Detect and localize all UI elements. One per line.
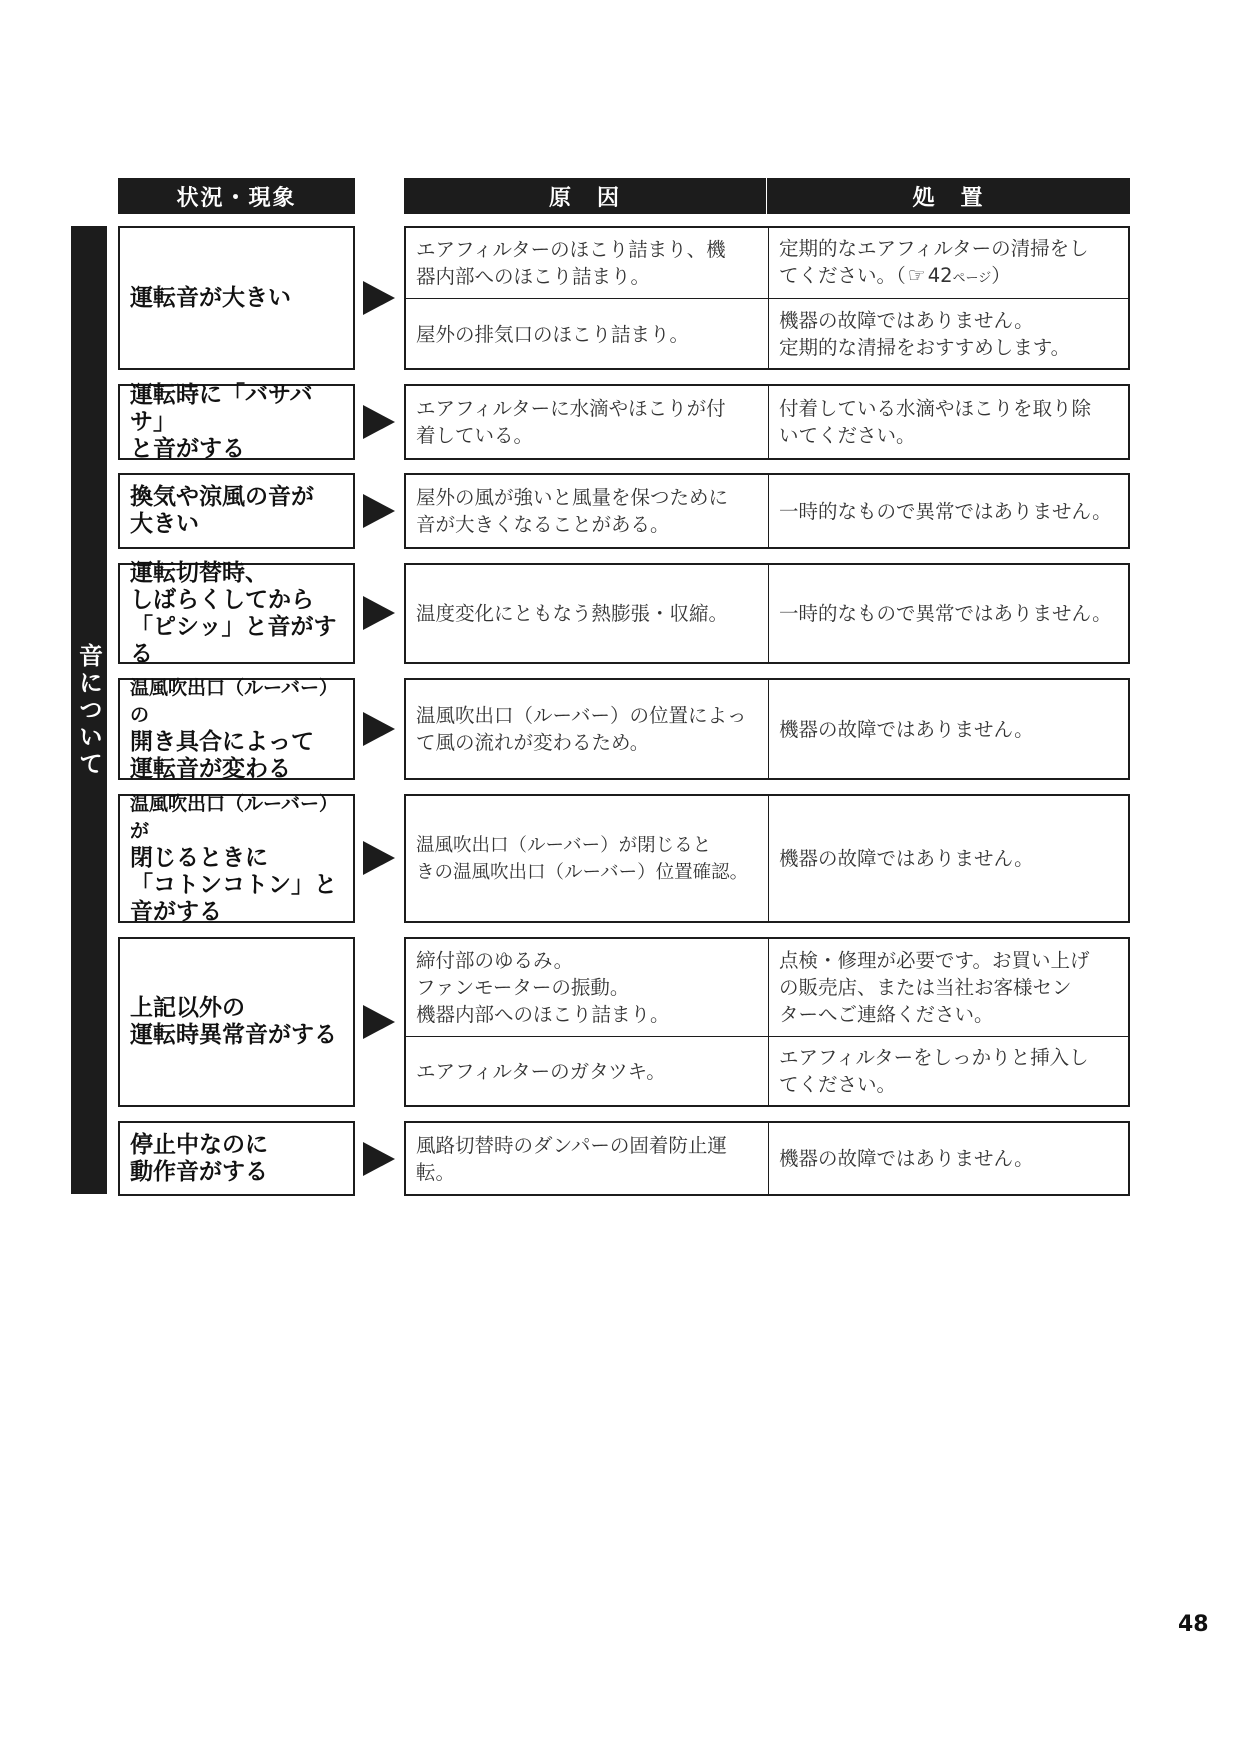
remedy-cell: 機器の故障ではありません。 [779,717,1034,741]
situation-cell: 温風吹出口（ルーバー）が 閉じるときに 「コトンコトン」と 音がする [118,794,355,923]
remedy-cell: 一時的なもので異常ではありません。 [779,602,1112,625]
header-situation: 状況・現象 [118,178,355,214]
situation-cell: 停止中なのに 動作音がする [118,1121,355,1196]
cause-cell: 屋外の風が強いと風量を保つために 音が大きくなることがある。 [416,486,729,536]
situation-cell: 上記以外の 運転時異常音がする [118,937,355,1107]
remedy-cell: 付着している水滴やほこりを取り除 いてください。 [779,397,1092,447]
header-remedy: 処 置 [767,178,1130,214]
cause-remedy-group [404,937,1130,1107]
situation-cell: 運転切替時、 しばらくしてから 「ピシッ」と音がする [118,563,355,664]
situation-cell: 温風吹出口（ルーバー）の 開き具合によって 運転音が変わる [118,678,355,780]
cause-remedy-group [404,384,1130,460]
side-category-label: 音について [71,226,107,1194]
remedy-cell: 機器の故障ではありません。 [779,1147,1034,1170]
arrow-icon [363,712,395,746]
cause-cell: 温風吹出口（ルーバー）の位置によっ て風の流れが変わるため。 [416,704,747,754]
situation-cell: 運転時に「バサバサ」 と音がする [118,384,355,460]
arrow-icon [363,281,395,315]
arrow-icon [363,596,395,630]
remedy-cell: エアフィルターをしっかりと挿入し てください。 [779,1046,1089,1096]
cause-cell: エアフィルターに水滴やほこりが付 着している。 [416,397,726,447]
remedy-cell: 点検・修理が必要です。お買い上げ の販売店、または当社お客様セン ターへご連絡ください。 [779,949,1090,1026]
cause-remedy-group [404,678,1130,780]
cause-cell: 屋外の排気口のほこり詰まり。 [416,322,690,346]
cause-remedy-group [404,1121,1130,1196]
situation-cell: 換気や涼風の音が 大きい [118,473,355,549]
cause-cell: 風路切替時のダンパーの固着防止運 転。 [416,1133,727,1184]
cause-remedy-group [404,473,1130,549]
remedy-cell: 機器の故障ではありません。 定期的な清掃をおすすめします。 [779,309,1071,359]
arrow-icon [363,405,395,439]
arrow-icon [363,1005,395,1039]
remedy-cell: 定期的なエアフィルターの清掃をし てください。（ ☞ 42ページ） [779,236,1089,287]
cause-remedy-group [404,794,1130,923]
arrow-icon [363,841,395,875]
cause-cell: 締付部のゆるみ。 ファンモーターの振動。 機器内部へのほこり詰まり。 [416,949,670,1026]
cause-cell: エアフィルターのガタツキ。 [416,1059,666,1083]
arrow-icon [363,1142,395,1176]
arrow-icon [363,494,395,528]
cause-cell: 温風吹出口（ルーバー）が閉じると きの温風吹出口（ルーバー）位置確認。 [416,834,749,883]
cause-remedy-group [404,226,1130,370]
cause-remedy-group [404,563,1130,664]
cause-cell: エアフィルターのほこり詰まり、機 器内部へのほこり詰まり。 [416,238,726,288]
header-cause: 原 因 [404,178,766,214]
remedy-cell: 機器の故障ではありません。 [779,847,1034,870]
remedy-cell: 一時的なもので異常ではありません。 [779,499,1112,523]
pointing-hand-icon: ☞ [907,262,926,287]
cause-cell: 温度変化にともなう熱膨張・収縮。 [416,602,729,625]
situation-cell: 運転音が大きい [118,226,355,370]
page-number: 48 [1178,1612,1209,1637]
